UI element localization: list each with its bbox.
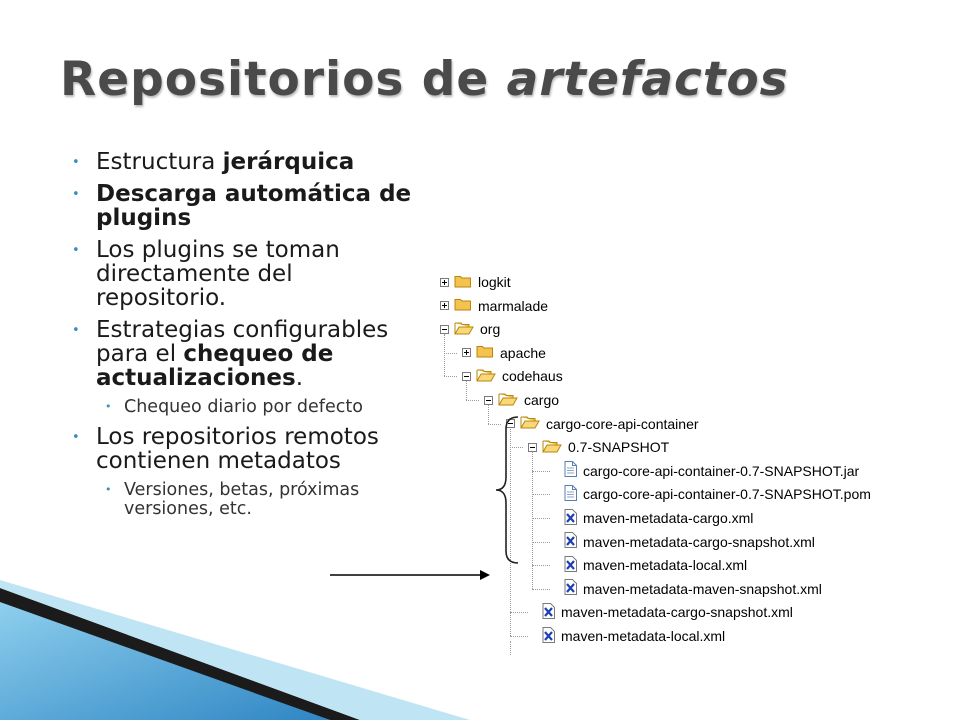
tree-node-label: maven-metadata-cargo-snapshot.xml [561, 604, 793, 621]
bullet-item [72, 150, 417, 174]
tree-node[interactable] [528, 625, 725, 647]
collapse-icon[interactable] [462, 372, 471, 381]
tree-node[interactable] [506, 413, 699, 435]
tree-node[interactable] [462, 365, 563, 387]
tree-node-label: codehaus [502, 368, 563, 385]
tree-connector [444, 376, 457, 377]
file-icon [564, 461, 577, 480]
tree-node-label: apache [500, 344, 546, 361]
corner-decoration [0, 580, 470, 720]
bullet-text: Versiones, betas, próximas versiones, etc. [124, 480, 360, 519]
tree-node[interactable] [462, 342, 546, 364]
tree-node-label: 0.7-SNAPSHOT [568, 439, 670, 456]
xml-icon [564, 556, 577, 575]
bullet-item [72, 182, 417, 230]
title-main: Repositorios de [60, 52, 507, 107]
bullet-item [72, 318, 417, 390]
xml-icon [564, 509, 577, 528]
expand-icon[interactable] [462, 348, 471, 357]
tree-node[interactable] [440, 318, 500, 340]
bullet-text: . [295, 365, 304, 391]
tree-node[interactable] [550, 483, 871, 505]
bullet-item [72, 238, 417, 310]
tree-connector [444, 334, 445, 376]
tree-connector [532, 542, 550, 543]
tree-node-label: cargo-core-api-container [546, 415, 699, 432]
bullet-text: Descarga automática de plugins [96, 181, 412, 231]
tree-node-label: logkit [478, 274, 511, 290]
expand-icon[interactable] [440, 278, 449, 287]
tree-node-label: org [480, 321, 501, 338]
tree-node[interactable] [528, 436, 669, 458]
tree-node[interactable] [440, 271, 511, 293]
tree-connector [444, 353, 457, 354]
tree-connector [510, 636, 528, 637]
tree-node-label: cargo [524, 392, 560, 408]
file-icon [564, 485, 577, 504]
tree-node-label: maven-metadata-cargo.xml [583, 510, 754, 526]
tree-connector [532, 471, 550, 472]
tree-node[interactable] [528, 601, 793, 623]
tree-connector [488, 405, 489, 424]
sub-bullet-item [105, 398, 417, 417]
tree-connector [510, 612, 528, 613]
tree-connector [532, 452, 533, 589]
bullet-text: Los plugins se toman directamente del repositorio. [96, 237, 340, 311]
bullet-list [72, 150, 417, 527]
tree-node[interactable] [440, 295, 548, 317]
curly-brace [492, 415, 522, 565]
tree-node-label: maven-metadata-cargo-snapshot.xml [583, 533, 815, 550]
tree-connector [466, 381, 467, 400]
xml-icon [564, 532, 577, 551]
tree-connector [466, 400, 479, 401]
tree-node-label: maven-metadata-local.xml [583, 557, 748, 574]
folder-open-icon [498, 392, 518, 409]
tree-connector [510, 641, 511, 655]
slide-title [60, 52, 789, 107]
tree-node[interactable] [550, 554, 747, 576]
tree-node[interactable] [550, 507, 753, 529]
bullet-text: Estructura [96, 149, 223, 175]
tree-connector [532, 518, 550, 519]
bullet-text: Chequeo diario por defecto [124, 397, 363, 417]
bullet-item [72, 425, 417, 473]
title-emphasis: artefactos [506, 52, 789, 107]
folder-open-icon [454, 321, 474, 338]
folder-icon [454, 297, 472, 314]
xml-icon [542, 603, 555, 622]
xml-icon [564, 579, 577, 598]
tree-node[interactable] [484, 389, 559, 411]
tree-node-label: cargo-core-api-container-0.7-SNAPSHOT.jar [583, 462, 860, 479]
collapse-icon[interactable] [528, 443, 537, 452]
tree-node-label: maven-metadata-local.xml [561, 628, 726, 644]
sub-bullet-item [105, 481, 417, 519]
folder-icon [476, 344, 494, 361]
collapse-icon[interactable] [484, 396, 493, 405]
tree-node-label: marmalade [478, 297, 549, 314]
tree-connector [532, 494, 550, 495]
tree-node[interactable] [550, 460, 859, 482]
bullet-text: chequeo de actualizaciones [96, 341, 334, 391]
bullet-text: Estrategias configurables para el [96, 317, 389, 367]
folder-icon [454, 274, 472, 291]
xml-icon [542, 627, 555, 646]
bullet-text: Los repositorios remotos contienen metadatos [96, 424, 379, 474]
tree-node-label: maven-metadata-maven-snapshot.xml [583, 580, 822, 597]
bullet-text: jerárquica [222, 149, 355, 175]
tree-connector [532, 589, 550, 590]
tree-node-label: cargo-core-api-container-0.7-SNAPSHOT.pom [583, 486, 871, 503]
folder-open-icon [476, 368, 496, 385]
tree-node[interactable] [550, 531, 815, 553]
folder-open-icon [542, 439, 562, 456]
tree-node[interactable] [550, 578, 822, 600]
expand-icon[interactable] [440, 301, 449, 310]
tree-connector [532, 565, 550, 566]
folder-open-icon [520, 415, 540, 432]
collapse-icon[interactable] [440, 325, 449, 334]
